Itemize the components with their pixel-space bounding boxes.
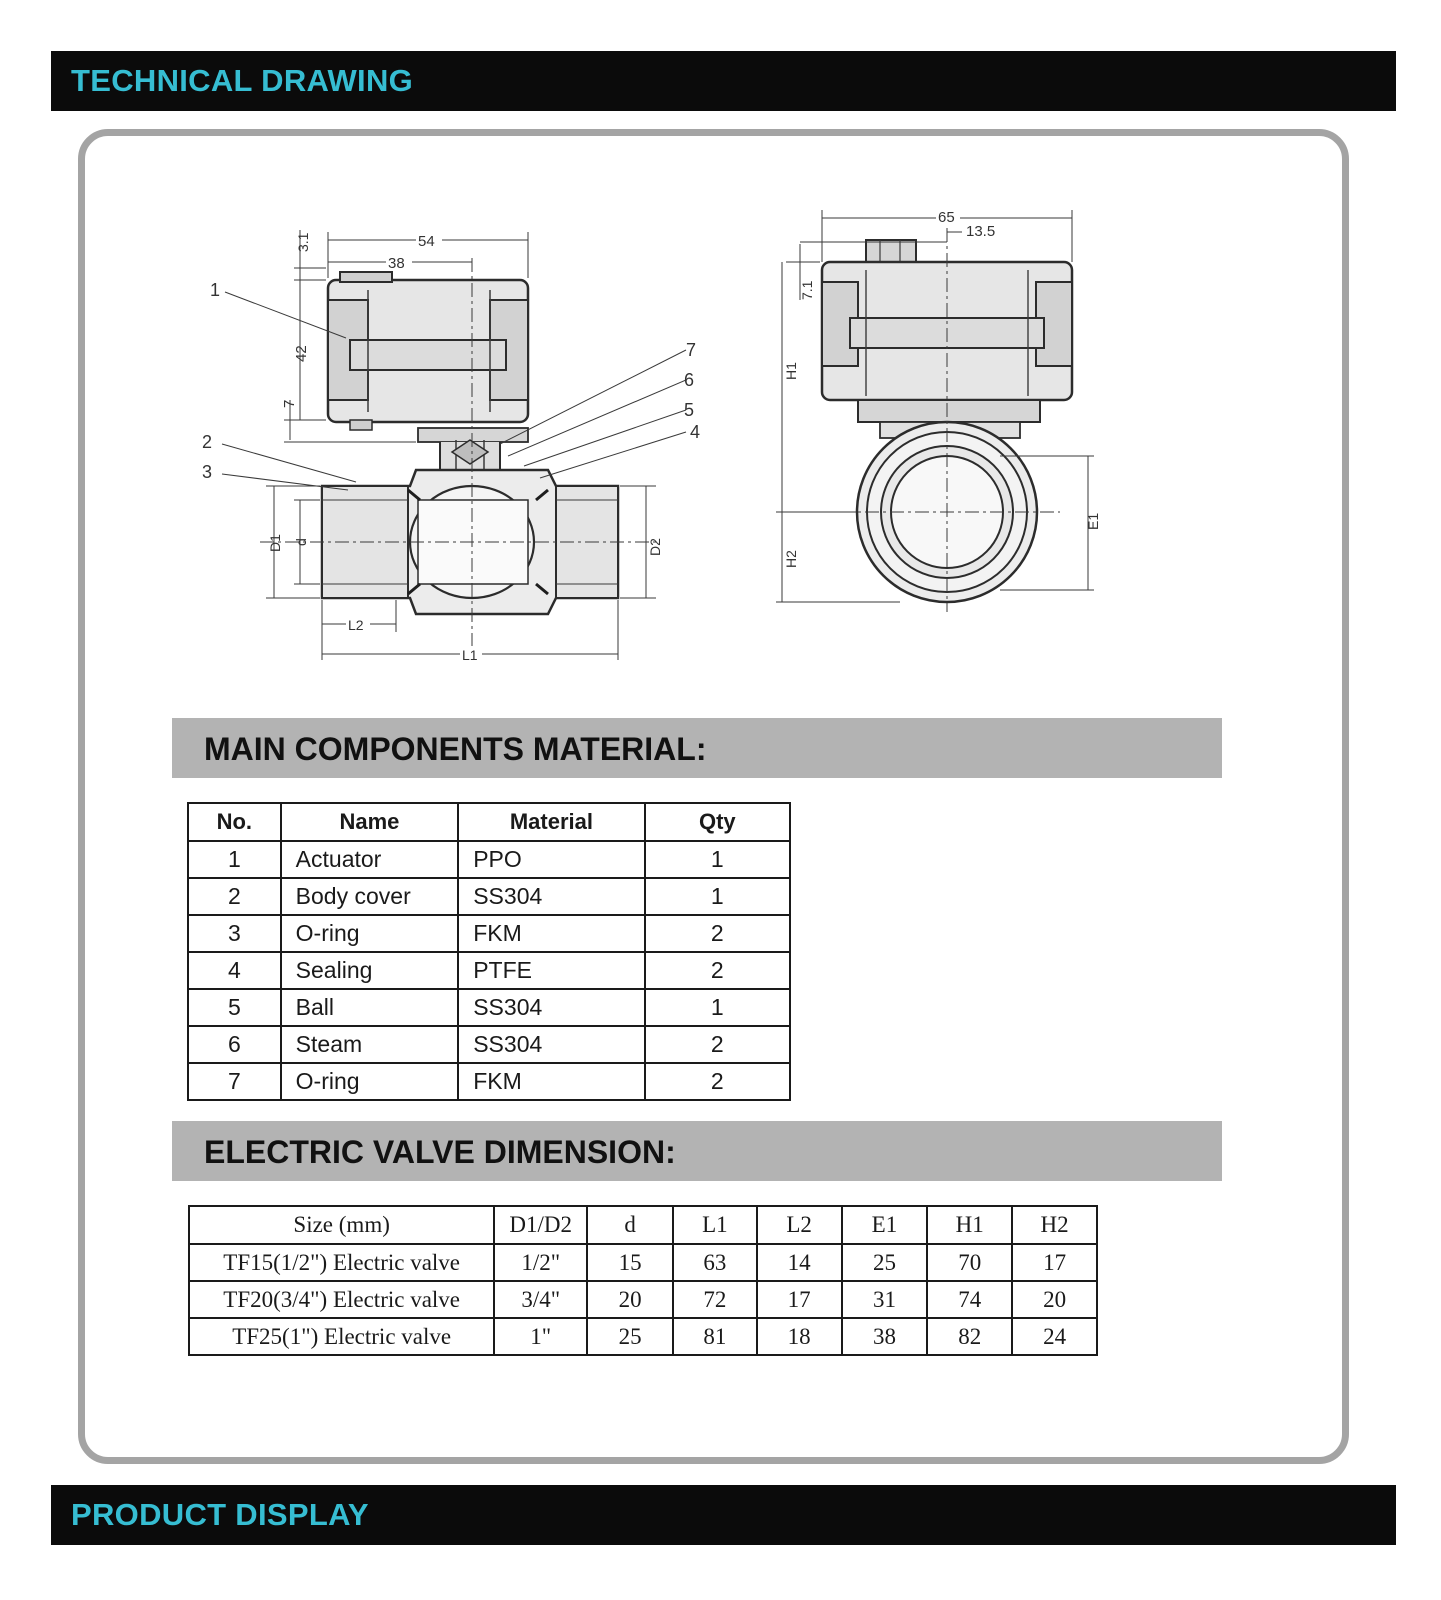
- table-cell: Actuator: [281, 841, 459, 878]
- table-cell: FKM: [458, 1063, 644, 1100]
- table-row: [188, 878, 790, 915]
- table-cell: PTFE: [458, 952, 644, 989]
- table-cell: FKM: [458, 915, 644, 952]
- table-cell: 1: [645, 841, 790, 878]
- dimension-header-row: [189, 1206, 1097, 1244]
- table-cell: SS304: [458, 989, 644, 1026]
- table-row: [188, 841, 790, 878]
- table-cell: 2: [645, 915, 790, 952]
- materials-table: [187, 802, 791, 1101]
- technical-drawing: [0, 0, 1441, 700]
- column-header: E1: [842, 1206, 928, 1244]
- table-row: [189, 1281, 1097, 1318]
- table-row: [189, 1244, 1097, 1281]
- table-cell: 3/4": [494, 1281, 587, 1318]
- table-cell: 15: [587, 1244, 673, 1281]
- column-header: Qty: [645, 803, 790, 841]
- table-cell: 18: [757, 1318, 842, 1355]
- table-cell: 5: [188, 989, 281, 1026]
- table-cell: 25: [842, 1244, 928, 1281]
- table-cell: O-ring: [281, 1063, 459, 1100]
- table-cell: O-ring: [281, 915, 459, 952]
- dimension-heading: ELECTRIC VALVE DIMENSION:: [204, 1134, 676, 1170]
- table-cell: 7: [188, 1063, 281, 1100]
- table-cell: 82: [927, 1318, 1012, 1355]
- product-display-title: PRODUCT DISPLAY: [71, 1497, 369, 1532]
- callout-1: 1: [210, 280, 221, 300]
- dim-d1: D1: [267, 534, 283, 552]
- table-cell: 17: [757, 1281, 842, 1318]
- table-cell: 3: [188, 915, 281, 952]
- table-cell: 1: [645, 878, 790, 915]
- table-cell: 14: [757, 1244, 842, 1281]
- dim-e1: E1: [1085, 512, 1101, 530]
- table-cell: SS304: [458, 1026, 644, 1063]
- column-header: No.: [188, 803, 281, 841]
- table-cell: 24: [1012, 1318, 1097, 1355]
- table-cell: 31: [842, 1281, 928, 1318]
- callout-3: 3: [202, 462, 213, 482]
- table-cell: 1": [494, 1318, 587, 1355]
- dim-l2: L2: [348, 617, 364, 633]
- column-header: H2: [1012, 1206, 1097, 1244]
- table-row: [188, 1026, 790, 1063]
- table-cell: TF25(1") Electric valve: [189, 1318, 494, 1355]
- dim-7-1: 7.1: [799, 280, 815, 300]
- table-cell: 17: [1012, 1244, 1097, 1281]
- table-cell: 2: [188, 878, 281, 915]
- dim-65: 65: [938, 209, 955, 226]
- column-header: Material: [458, 803, 644, 841]
- table-cell: PPO: [458, 841, 644, 878]
- table-cell: TF20(3/4") Electric valve: [189, 1281, 494, 1318]
- table-cell: 1: [188, 841, 281, 878]
- table-row: [188, 1063, 790, 1100]
- table-cell: 1/2": [494, 1244, 587, 1281]
- dim-38: 38: [388, 255, 405, 272]
- table-cell: 1: [645, 989, 790, 1026]
- table-cell: 72: [673, 1281, 757, 1318]
- table-cell: 20: [1012, 1281, 1097, 1318]
- table-cell: 4: [188, 952, 281, 989]
- callout-5: 5: [684, 400, 695, 420]
- table-cell: 70: [927, 1244, 1012, 1281]
- side-view: [202, 230, 700, 663]
- table-cell: 74: [927, 1281, 1012, 1318]
- column-header: d: [587, 1206, 673, 1244]
- callout-6: 6: [684, 370, 695, 390]
- dim-l1: L1: [462, 647, 478, 663]
- table-cell: 81: [673, 1318, 757, 1355]
- column-header: H1: [927, 1206, 1012, 1244]
- dim-54: 54: [418, 233, 435, 250]
- materials-heading-bar: [172, 718, 1222, 778]
- table-cell: Sealing: [281, 952, 459, 989]
- table-cell: 2: [645, 952, 790, 989]
- materials-header-row: [188, 803, 790, 841]
- callout-2: 2: [202, 432, 213, 452]
- dim-d: d: [293, 538, 309, 546]
- dim-h2: H2: [783, 550, 799, 568]
- table-cell: 2: [645, 1063, 790, 1100]
- table-cell: 20: [587, 1281, 673, 1318]
- table-cell: SS304: [458, 878, 644, 915]
- dimension-table: [188, 1205, 1098, 1356]
- table-row: [188, 952, 790, 989]
- table-row: [189, 1318, 1097, 1355]
- table-cell: Ball: [281, 989, 459, 1026]
- table-cell: 2: [645, 1026, 790, 1063]
- table-cell: TF15(1/2") Electric valve: [189, 1244, 494, 1281]
- column-header: L2: [757, 1206, 842, 1244]
- dim-d2: D2: [647, 538, 663, 556]
- table-cell: 6: [188, 1026, 281, 1063]
- table-cell: Steam: [281, 1026, 459, 1063]
- table-row: [188, 989, 790, 1026]
- table-cell: 63: [673, 1244, 757, 1281]
- table-row: [188, 915, 790, 952]
- column-header: Name: [281, 803, 459, 841]
- product-display-header: [51, 1485, 1396, 1545]
- materials-heading: MAIN COMPONENTS MATERIAL:: [204, 731, 707, 767]
- dim-3-1: 3.1: [295, 232, 311, 252]
- dimension-heading-bar: [172, 1121, 1222, 1181]
- front-view: [776, 208, 1101, 612]
- technical-drawing-title: TECHNICAL DRAWING: [71, 63, 414, 98]
- column-header: D1/D2: [494, 1206, 587, 1244]
- dim-42: 42: [293, 345, 310, 362]
- dim-13-5: 13.5: [966, 223, 996, 240]
- column-header: Size (mm): [189, 1206, 494, 1244]
- table-cell: Body cover: [281, 878, 459, 915]
- dim-7: 7: [281, 399, 298, 408]
- callout-4: 4: [690, 422, 701, 442]
- column-header: L1: [673, 1206, 757, 1244]
- table-cell: 38: [842, 1318, 928, 1355]
- callout-7: 7: [686, 340, 697, 360]
- dim-h1: H1: [783, 362, 799, 380]
- table-cell: 25: [587, 1318, 673, 1355]
